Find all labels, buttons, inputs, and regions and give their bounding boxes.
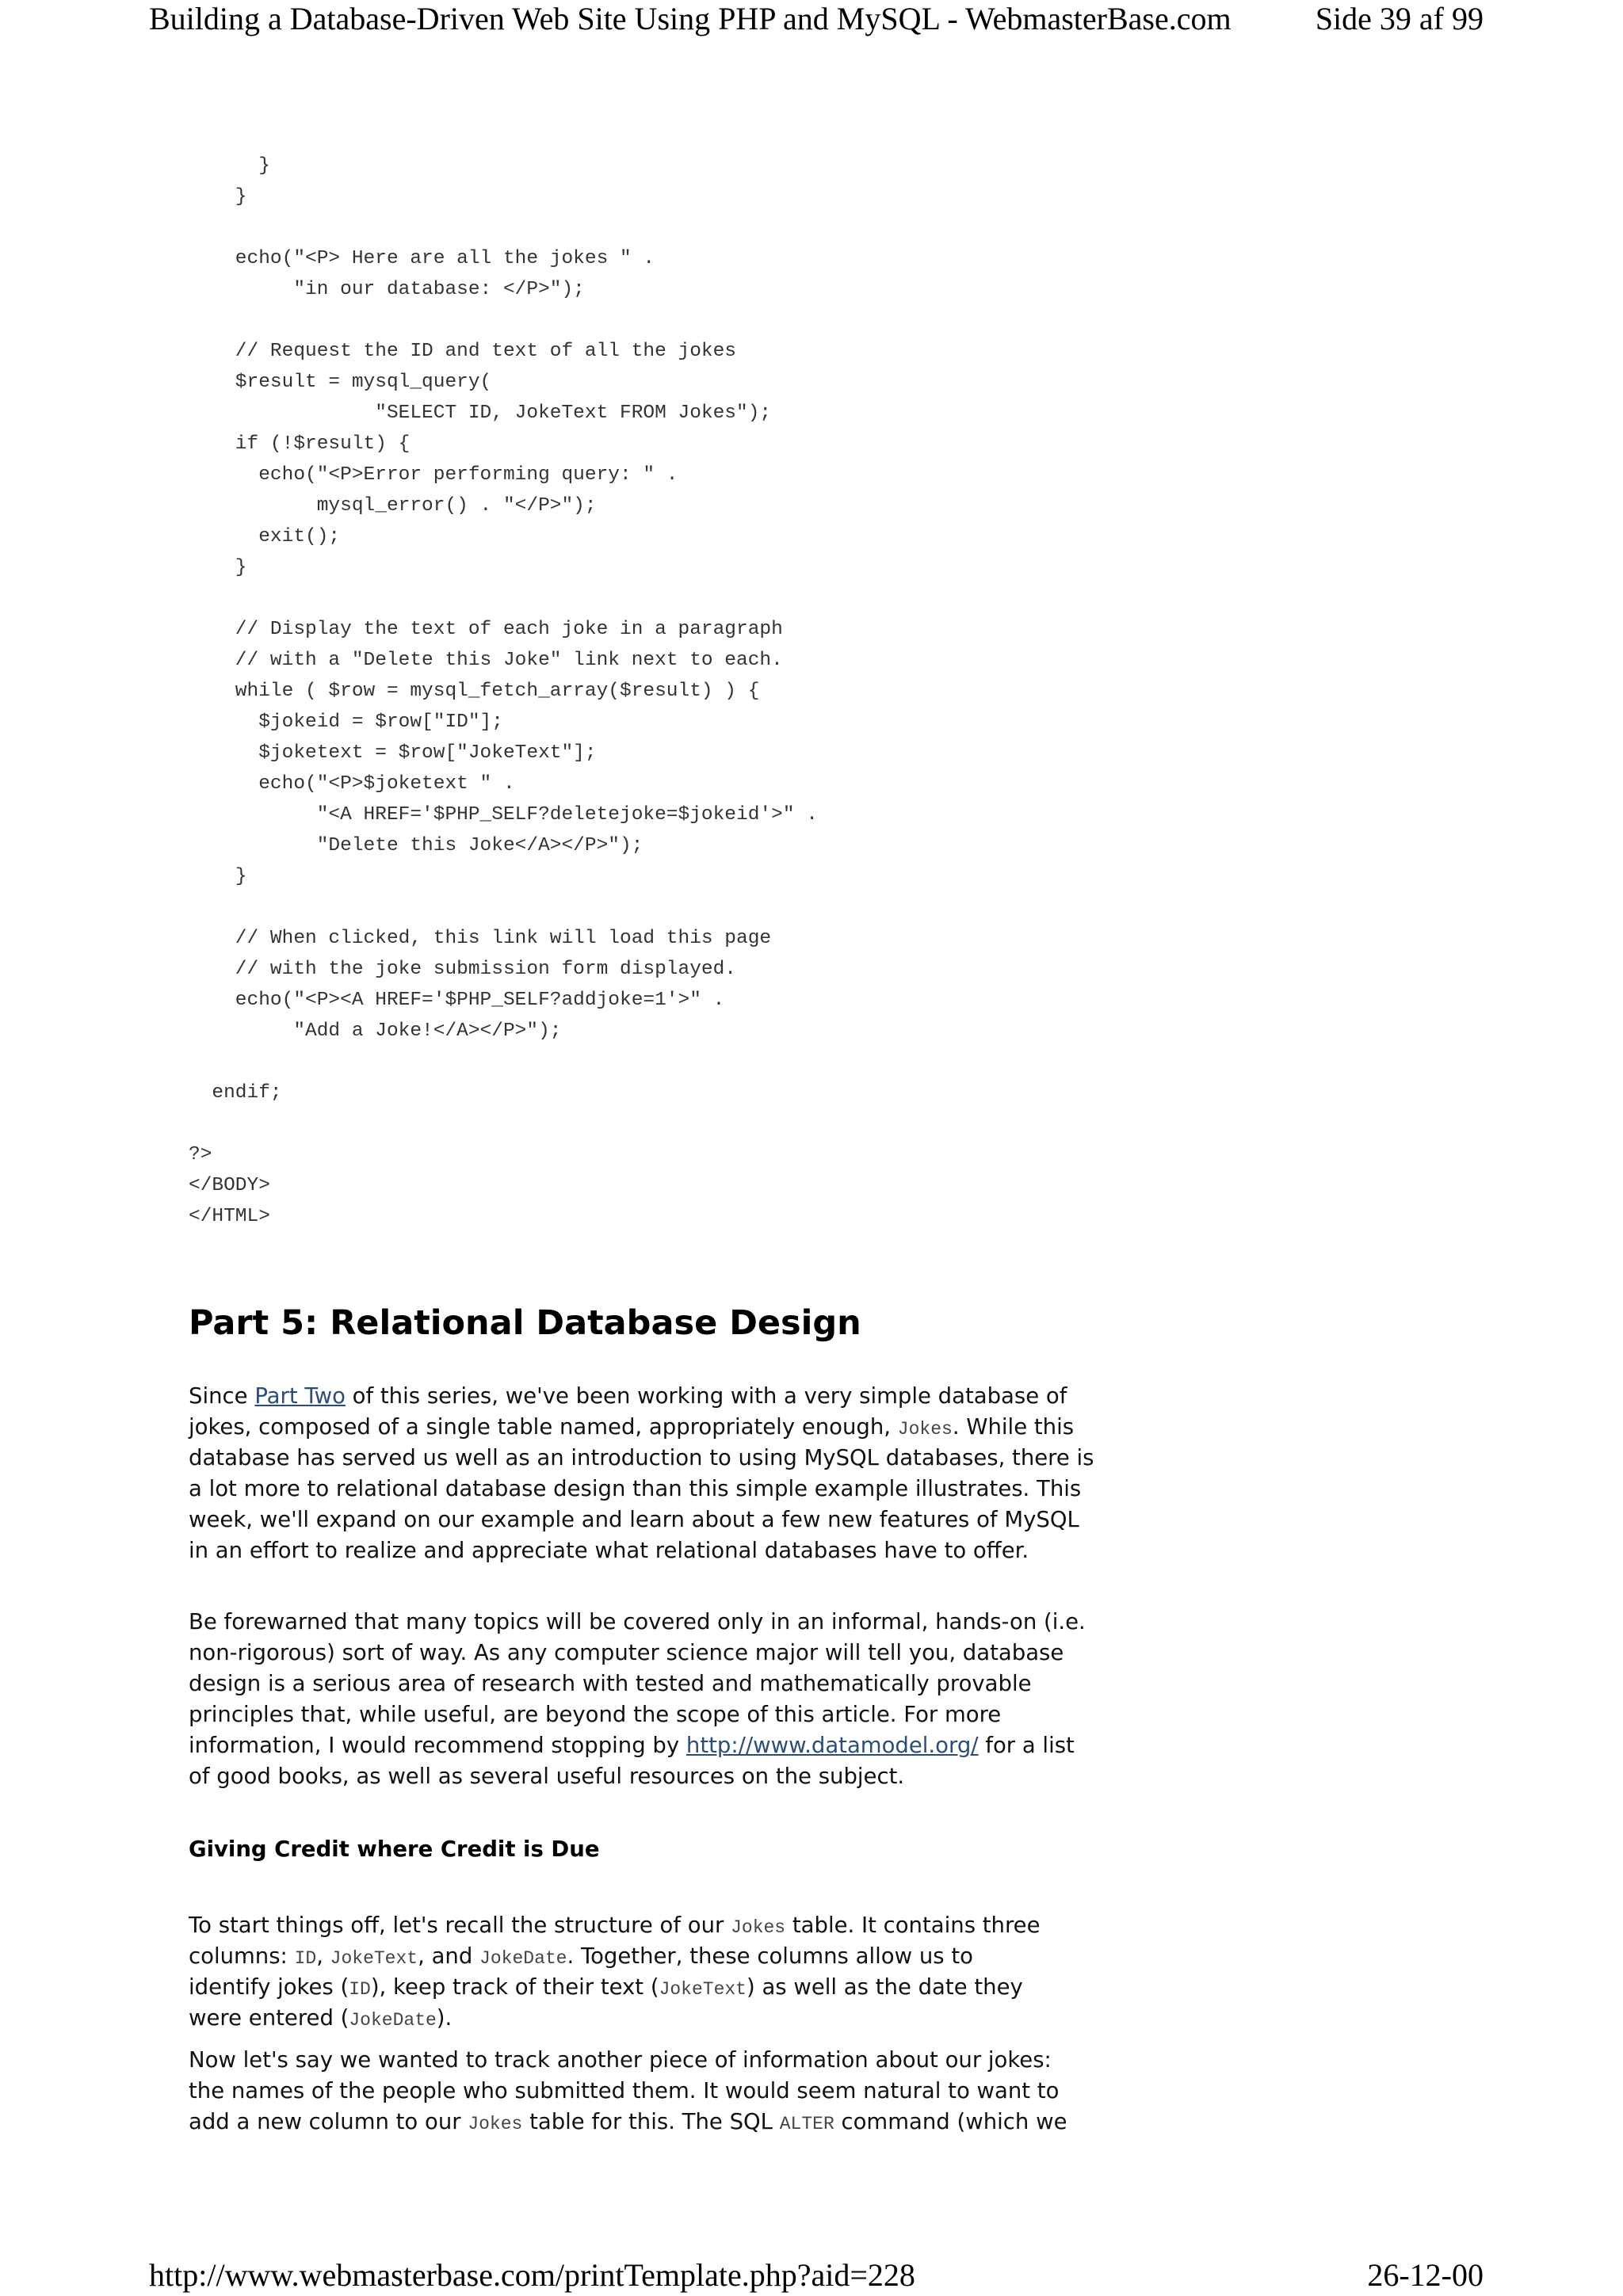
- inline-code: Jokes: [731, 1917, 786, 1938]
- text-line: week, we'll expand on our example and learn about a few new features of MySQL: [189, 1507, 1079, 1532]
- paragraph-submitter: [189, 2045, 1124, 2138]
- paragraph-structure: [189, 1910, 1124, 2034]
- text-line: of good books, as well as several useful resources on the subject.: [189, 1764, 905, 1789]
- text: information, I would recommend stopping by: [189, 1733, 686, 1758]
- code-line: [189, 583, 1140, 614]
- text: identify jokes (: [189, 1974, 349, 2000]
- text: ), keep track of their text (: [370, 1974, 659, 2000]
- text: add a new column to our: [189, 2109, 468, 2134]
- code-line: if (!$result) {: [189, 433, 411, 455]
- section-title: Part 5: Relational Database Design: [189, 1303, 861, 1343]
- text: of this series, we've been working with a very simple database of: [345, 1383, 1067, 1409]
- code-line: </BODY>: [189, 1175, 270, 1196]
- code-line: [189, 305, 1140, 336]
- code-line: </HTML>: [189, 1206, 270, 1227]
- inline-code: JokeText: [659, 1979, 747, 2000]
- code-line: while ( $row = mysql_fetch_array($result) ) {: [189, 681, 760, 702]
- text: for a list: [978, 1733, 1075, 1758]
- code-line: [189, 892, 1140, 923]
- inline-code: ID: [349, 1979, 371, 2000]
- code-line: endif;: [189, 1082, 282, 1104]
- code-line: }: [189, 866, 247, 887]
- code-line: [189, 1108, 1140, 1139]
- inline-code: Jokes: [468, 2114, 523, 2134]
- code-line: "Delete this Joke</A></P>");: [189, 835, 643, 856]
- text: command (which we: [834, 2109, 1067, 2134]
- code-line: // When clicked, this link will load this page: [189, 928, 772, 949]
- document-title: Building a Database-Driven Web Site Using PHP and MySQL - WebmasterBase.com: [149, 1, 1232, 36]
- code-line: echo("<P>$joketext " .: [189, 773, 515, 795]
- code-line: }: [189, 557, 247, 578]
- inline-code: JokeDate: [479, 1948, 567, 1969]
- text-line: Now let's say we wanted to track another piece of information about our jokes:: [189, 2047, 1052, 2073]
- code-line: $jokeid = $row["ID"];: [189, 711, 503, 733]
- code-line: // Display the text of each joke in a paragraph: [189, 619, 783, 640]
- code-line: $joketext = $row["JokeText"];: [189, 742, 597, 764]
- text: , and: [418, 1943, 480, 1969]
- inline-code: Jokes: [897, 1419, 953, 1440]
- text: To start things off, let's recall the structure of our: [189, 1913, 731, 1938]
- subheading: Giving Credit where Credit is Due: [189, 1836, 600, 1862]
- paragraph-forewarned: [189, 1607, 1124, 1792]
- code-line: exit();: [189, 526, 341, 547]
- print-date: 26-12-00: [1367, 2257, 1484, 2293]
- text-line: non-rigorous) sort of way. As any computer science major will tell you, database: [189, 1640, 1064, 1665]
- code-line: echo("<P><A HREF='$PHP_SELF?addjoke=1'>" .: [189, 990, 725, 1011]
- inline-code: ALTER: [779, 2114, 834, 2134]
- inline-code: JokeText: [330, 1948, 418, 1969]
- text-line: Be forewarned that many topics will be covered only in an informal, hands-on (i.e.: [189, 1609, 1086, 1634]
- source-url: http://www.webmasterbase.com/printTemplate.php?aid=228: [149, 2257, 915, 2293]
- datamodel-link[interactable]: http://www.datamodel.org/: [685, 1733, 979, 1758]
- text: were entered (: [189, 2005, 349, 2031]
- text: . While this: [952, 1414, 1075, 1440]
- code-line: ?>: [189, 1144, 212, 1165]
- text-line: in an effort to realize and appreciate what relational databases have to offer.: [189, 1538, 1029, 1563]
- text: ).: [436, 2005, 453, 2031]
- text: table for this. The SQL: [522, 2109, 780, 2134]
- text-line: a lot more to relational database design than this simple example illustrates. This: [189, 1476, 1082, 1501]
- code-block: [189, 151, 1140, 1232]
- code-line: "in our database: </P>");: [189, 279, 585, 300]
- code-line: // with a "Delete this Joke" link next to each.: [189, 650, 783, 671]
- print-header: [149, 0, 1484, 37]
- text: columns:: [189, 1943, 295, 1969]
- code-line: echo("<P>Error performing query: " .: [189, 464, 678, 486]
- text: . Together, these columns allow us to: [567, 1943, 973, 1969]
- text-line: the names of the people who submitted them. It would seem natural to want to: [189, 2078, 1060, 2103]
- code-line: mysql_error() . "</P>");: [189, 495, 597, 517]
- code-line: }: [189, 155, 270, 177]
- text-line: design is a serious area of research with tested and mathematically provable: [189, 1671, 1032, 1696]
- code-line: "SELECT ID, JokeText FROM Jokes");: [189, 402, 772, 424]
- text: Since: [189, 1383, 255, 1409]
- text: ,: [316, 1943, 330, 1969]
- code-line: $result = mysql_query(: [189, 372, 492, 393]
- text-line: database has served us well as an introduction to using MySQL databases, there is: [189, 1445, 1094, 1470]
- text-line: principles that, while useful, are beyond the scope of this article. For more: [189, 1702, 1002, 1727]
- code-line: "Add a Joke!</A></P>");: [189, 1020, 562, 1042]
- inline-code: ID: [294, 1948, 317, 1969]
- code-line: "<A HREF='$PHP_SELF?deletejoke=$jokeid'>" .: [189, 804, 818, 826]
- code-line: }: [189, 186, 247, 208]
- print-footer: [149, 2256, 1484, 2294]
- part-two-link[interactable]: Part Two: [254, 1383, 346, 1409]
- text: ) as well as the date they: [746, 1974, 1023, 2000]
- article-content: [189, 151, 1140, 2134]
- inline-code: JokeDate: [349, 2010, 437, 2031]
- paragraph-intro: [189, 1381, 1124, 1566]
- page-number: Side 39 af 99: [1315, 1, 1484, 36]
- text: table. It contains three: [785, 1913, 1041, 1938]
- code-line: // Request the ID and text of all the jokes: [189, 341, 737, 362]
- code-line: // with the joke submission form displayed.: [189, 959, 737, 980]
- code-line: [189, 1047, 1140, 1077]
- code-line: echo("<P> Here are all the jokes " .: [189, 248, 655, 269]
- text: jokes, composed of a single table named, appropriately enough,: [189, 1414, 898, 1440]
- code-line: [189, 212, 1140, 243]
